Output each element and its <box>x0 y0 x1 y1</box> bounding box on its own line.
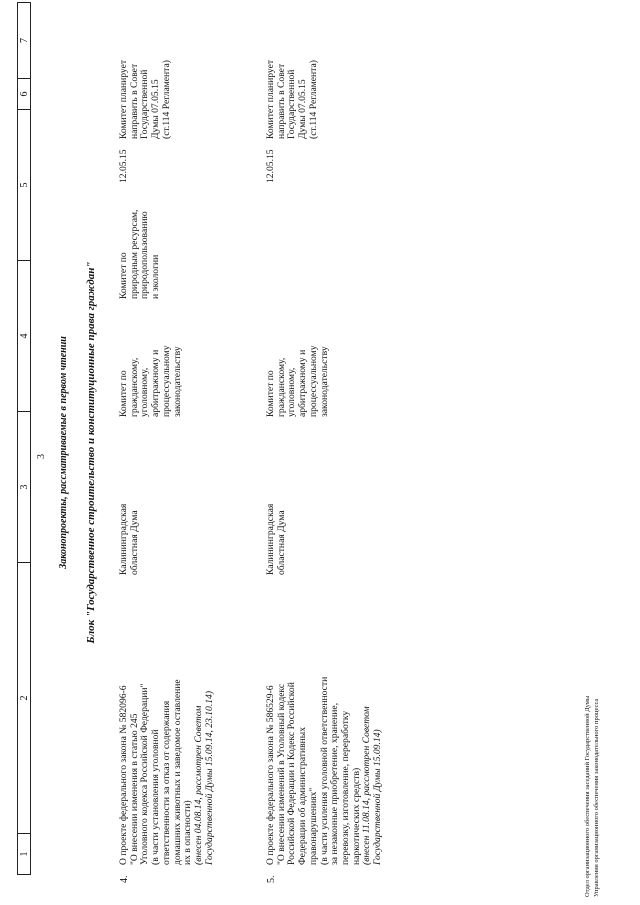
row-5-bill-line: "О внесении изменений в Уголовный кодекс <box>275 683 287 865</box>
column-number-3: 3 <box>18 412 31 563</box>
footer-line: Управления организационного обеспечения законодательного процесса <box>593 698 600 897</box>
row-4-committee-main: Комитет по гражданскому, уголовному, арбитражному и процессуальному законодательству <box>118 345 183 417</box>
page-footer <box>583 696 601 897</box>
row-4-note: Комитет планирует направить в Совет Государственной Думы 07.05.15 (ст.114 Регламента) <box>118 59 172 139</box>
row-5-bill-line: Российской Федерации и Кодекс Российской <box>286 682 298 865</box>
row-5-bill <box>266 603 384 865</box>
column-header-row <box>17 2 31 875</box>
row-4-bill <box>119 605 215 865</box>
row-4-bill-note: (внесен 04.08.14, рассмотрен Советом Государственной Думы 15.09.14, 23.10.14) <box>192 690 215 865</box>
row-5-bill-line: перевозку, изготовление, переработку <box>339 710 351 865</box>
column-number-7: 7 <box>18 3 31 79</box>
row-4-bill-line: "О внесении изменения в статью 245 <box>128 713 140 865</box>
column-number-6: 6 <box>18 79 31 110</box>
row-4-committee-co: Комитет по природным ресурсам, природопользованию и экологии <box>118 209 162 299</box>
block-title: Блок "Государственное строительство и конституционные права граждан" <box>85 261 97 644</box>
row-4-date: 12.05.15 <box>118 149 129 183</box>
row-4-bill-line: О проекте федерального закона № 582096-6 <box>118 685 129 865</box>
row-5-date: 12.05.15 <box>265 149 276 183</box>
column-number-1: 1 <box>18 834 31 875</box>
section-title: Законопроекты, рассматриваемые в первом чтении <box>58 336 69 569</box>
row-5-committee-main: Комитет по гражданскому, уголовному, арбитражному и процессуальному законодательству <box>265 345 330 417</box>
row-4-bill-line: (в части установления уголовной <box>150 729 162 865</box>
row-5-initiator: Калининградская областная Дума <box>265 503 287 575</box>
footer-line: Отдел организационного обеспечения заседаний Государственной Думы <box>584 695 591 897</box>
row-4-number: 4. <box>119 875 130 883</box>
row-5-bill-line: (в части усиления уголовной ответственности <box>318 676 330 865</box>
row-4-bill-line: их в опасности) <box>182 800 194 865</box>
row-5-note: Комитет планирует направить в Совет Государственной Думы 07.05.15 (ст.114 Регламента) <box>265 59 319 139</box>
row-5-number: 5. <box>266 875 277 883</box>
row-4-bill-line: ответственности за отказ от содержания <box>160 700 172 865</box>
row-5-bill-line: наркотических средств) <box>350 767 362 865</box>
row-4-initiator: Калининградская областная Дума <box>118 503 140 575</box>
row-4-bill-line: домашних животных и заведомое оставление <box>171 679 183 865</box>
column-number-5: 5 <box>18 110 31 261</box>
column-number-4: 4 <box>18 261 31 412</box>
row-4-bill-line: Уголовного кодекса Российской Федерации" <box>139 683 151 865</box>
column-number-2: 2 <box>18 563 31 834</box>
row-5-bill-line: правонарушениях" <box>307 787 319 865</box>
row-5-bill-line: Федерации об административных <box>297 726 309 865</box>
row-5-bill-line: за незаконные приобретение, хранение, <box>329 702 341 865</box>
row-5-bill-line: О проекте федерального закона № 586529-6 <box>265 685 276 865</box>
row-5-bill-note: (внесен 11.08.14, рассмотрен Советом Государственной Думы 15.09.14) <box>361 706 384 865</box>
page-number: 3 <box>36 454 47 459</box>
